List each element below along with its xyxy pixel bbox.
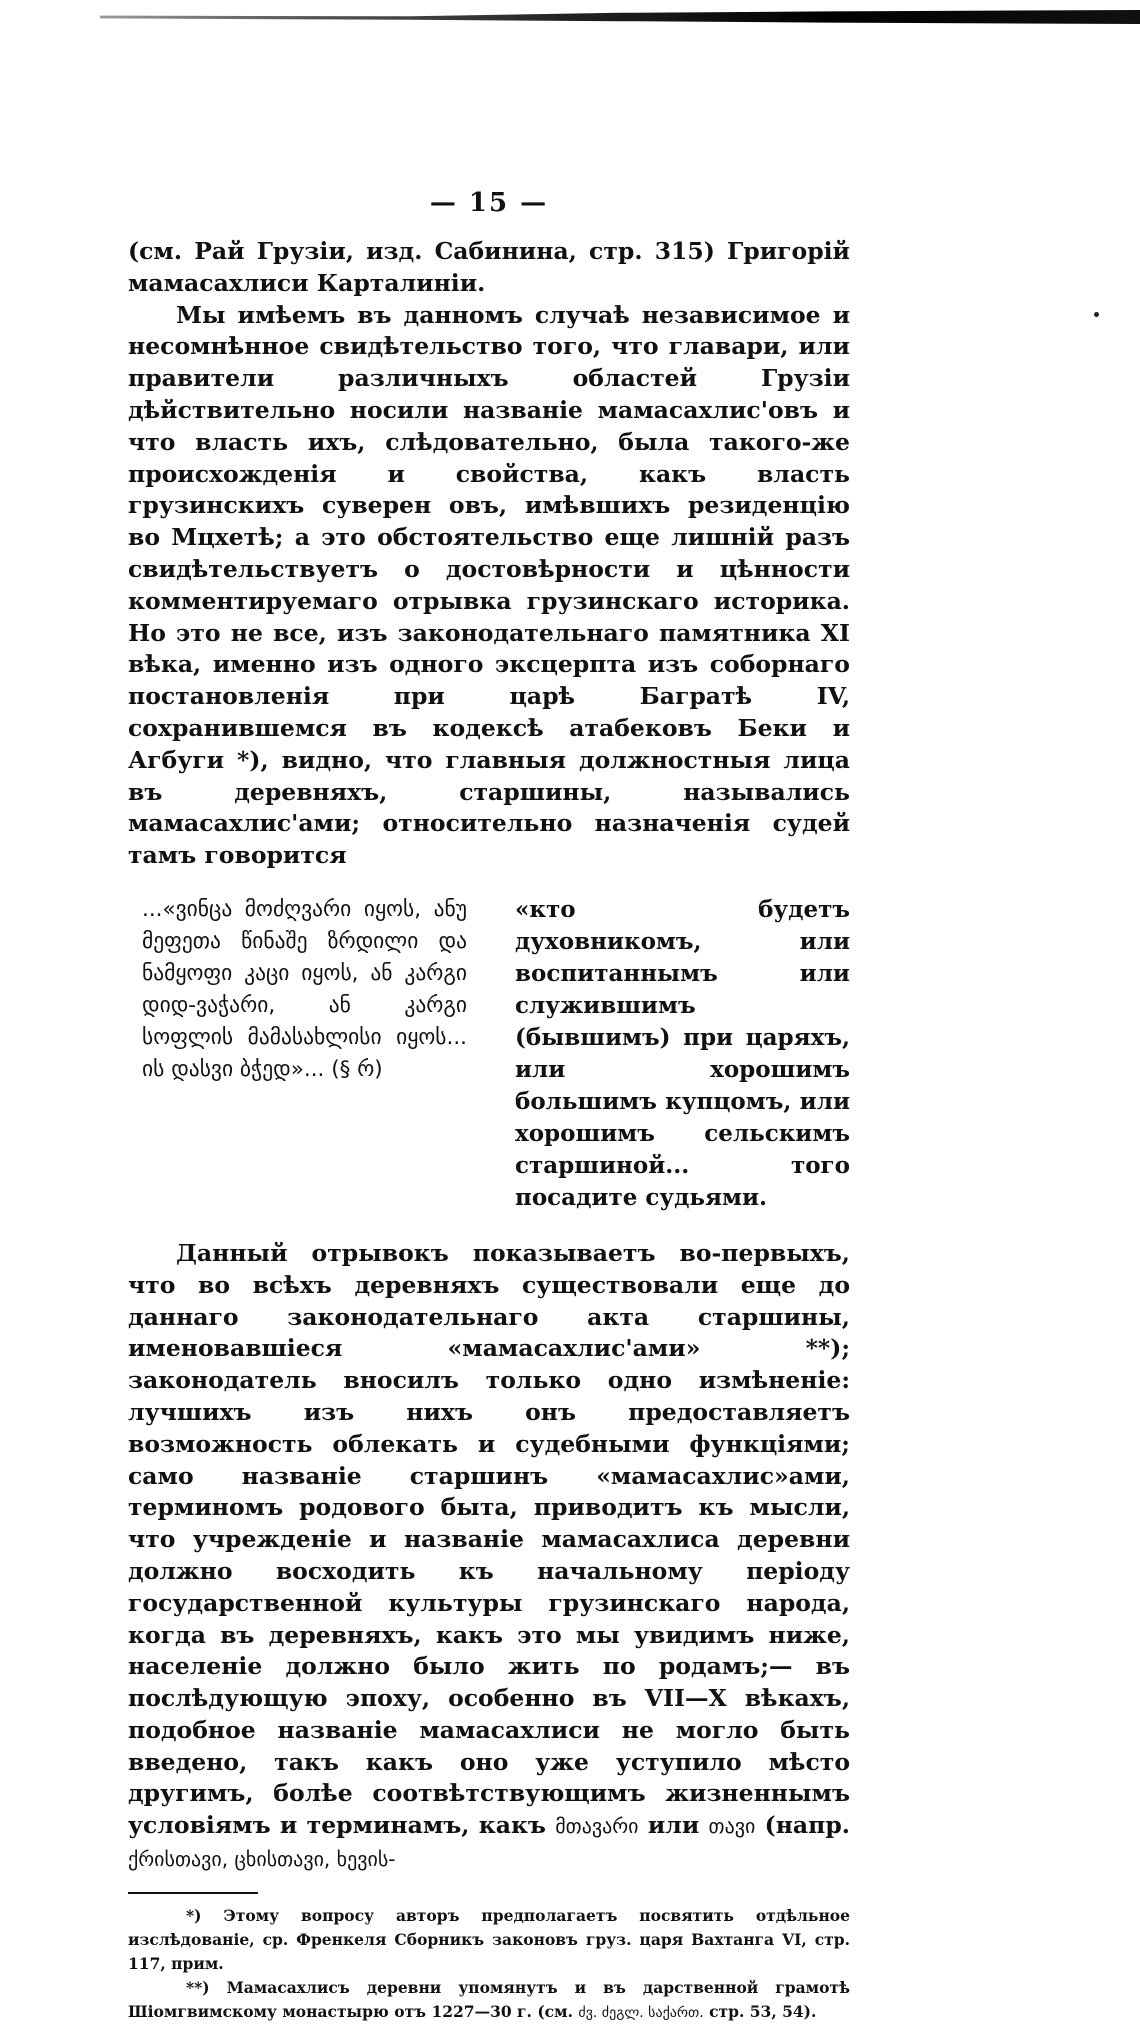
scan-speck <box>1094 312 1099 317</box>
paragraph-2-or: или <box>647 1811 700 1840</box>
georgian-term-mtavari: მთავარი <box>555 1814 639 1839</box>
georgian-term-tavi: თავი <box>708 1814 756 1839</box>
paragraph-2 <box>128 1238 850 1876</box>
footnote-2 <box>128 1976 850 2025</box>
footnote-1: *) Этому вопросу авторъ предполагаетъ посвятить отдѣльное изслѣдованіе, ср. Френкеля Сборникъ законовъ груз. царя Вахтанга VI, стр. 117, прим. <box>128 1905 850 1973</box>
book-page <box>128 188 850 2025</box>
paragraph-1: Мы имѣемъ въ данномъ случаѣ независимое и несомнѣнное свидѣтельство того, что главари, или правители различныхъ областей Грузіи дѣйствительно носили названіе мамасахлис'овъ и что власть ихъ, слѣдовательно, была такого-же происхожденія и свойства, какъ власть грузинскихъ суверен овъ, имѣвшихъ резиденцію во Мцхетѣ; а это обстоятельство еще лишній разъ свидѣтельствуетъ о достовѣрности и цѣнности комментируемаго отрывка грузинскаго историка. Но это не все, изъ законодательнаго памятника XI вѣка, именно изъ одного эксцерпта изъ соборнаго постановленія при царѣ Багратѣ IV, сохранившемся въ кодексѣ атабековъ Беки и Агбуги *), видно, что главныя должностныя лица въ деревняхъ, старшины, назывались мамасахлис'ами; относительно назначенія судей тамъ говорится <box>128 300 850 870</box>
georgian-terms-examples: ქრისთავი, ცხისთავი, ხევის- <box>128 1847 396 1872</box>
footnote-rule <box>128 1892 258 1894</box>
scan-edge-artifact <box>100 10 1140 24</box>
paragraph-2-paren: (напр. <box>764 1811 850 1840</box>
paragraph-2-text: Данный отрывокъ показываетъ во-первыхъ, что во всѣхъ деревняхъ существовали еще до даннаго законодательнаго акта старшины, именовавшіеся «мамасахлис'ами» **); законодатель вносилъ только одно измѣненіе: лучшихъ изъ нихъ онъ предоставляетъ возможность облекать и судебными функціями; само названіе старшинъ «мамасахлис»ами, терминомъ родового быта, приводитъ къ мысли, что учрежденіе и названіе мамасахлиса деревни должно восходить къ начальному періоду государственной культуры грузинскаго народа, когда въ деревняхъ, какъ это мы увидимъ ниже, населеніе должно было жить по родамъ;— въ послѣдующую эпоху, особенно въ VII—X вѣкахъ, подобное названіе мамасахлиси не могло быть введено, такъ какъ оно уже уступило мѣсто другимъ, болѣе соотвѣтствующимъ жизненнымъ условіямъ и терминамъ, какъ <box>128 1238 850 1840</box>
quote-georgian: ...«ვინცა მოძღვარი იყოს, ანუ მეფეთა წინაშე ზრდილი და ნამყოფი კაცი იყოს, ან კარგი დიდ-ვაჭარი, ან კარგი სოფლის მამასახლისი იყოს... ის დასვი ბჭედ»... (§ რ) <box>142 896 467 1082</box>
footnote-2-text: **) Мамасахлисъ деревни упомянутъ и въ дарственной грамотѣ Шіомгвимскому монастырю отъ 1227—30 г. (см. <box>128 1977 850 2021</box>
page-number: — 15 — <box>429 188 549 218</box>
intro-line: (см. Рай Грузіи, изд. Сабинина, стр. 315) Григорій мамасахлиси Карталиніи. <box>128 237 850 297</box>
quote-russian: «кто будетъ духовникомъ, или воспитаннымъ или служившимъ (бывшимъ) при царяхъ, или хорошимъ большимъ купцомъ, или хорошимъ сельскимъ старшиной... того посадите судьями. <box>515 895 850 1211</box>
quote-block <box>128 894 850 1214</box>
footnote-2-pages: стр. 53, 54). <box>709 2001 817 2021</box>
footnote-2-georgian: ძვ. ძეგლ. საქართ. <box>578 2004 704 2021</box>
